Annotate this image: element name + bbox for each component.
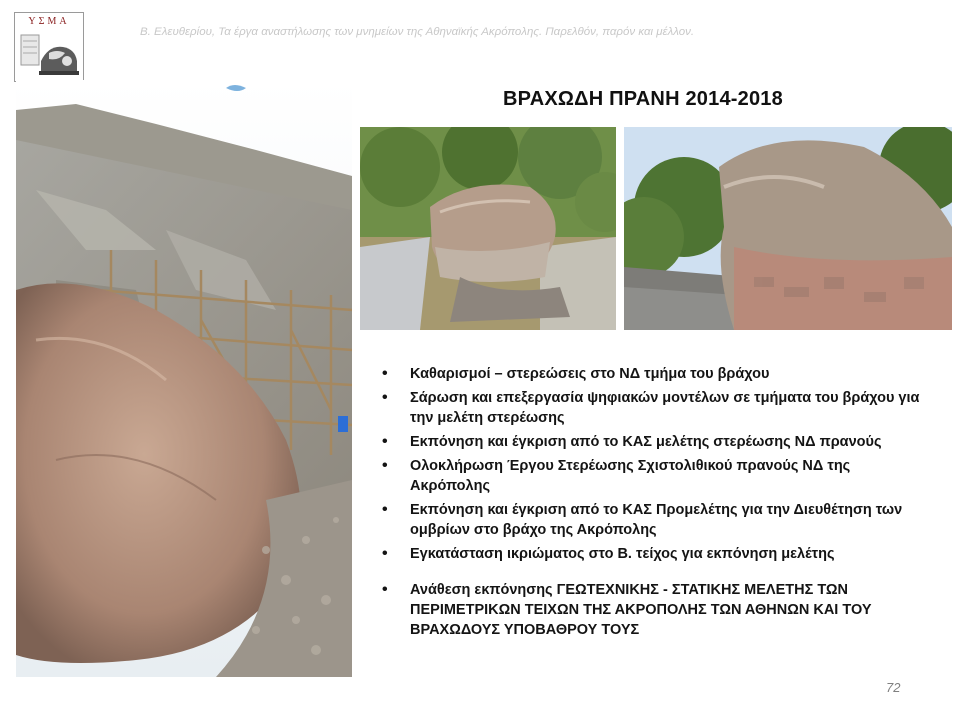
bullet-item: • Σάρωση και επεξεργασία ψηφιακών μοντέλων σε τμήματα του βράχου για την μελέτη στερέωσης xyxy=(380,388,920,428)
bullet-item: • Εγκατάσταση ικριώματος στο Β. τείχος για εκπόνηση μελέτης xyxy=(380,544,920,564)
slide-title: ΒΡΑΧΩΔΗ ΠΡΑΝΗ 2014-2018 xyxy=(503,88,783,110)
logo-emblem xyxy=(19,31,81,79)
page-number: 72 xyxy=(886,680,901,695)
bullet-list xyxy=(380,364,920,644)
bullet-item: • Ολοκλήρωση Έργου Στερέωσης Σχιστολιθικού πρανούς ΝΔ της Ακρόπολης xyxy=(380,456,920,496)
logo xyxy=(14,12,84,82)
bullet-item: • Εκπόνηση και έγκριση από το ΚΑΣ Προμελέτης για την Διευθέτηση των ομβρίων στο βράχο της Ακρόπολης xyxy=(380,500,920,540)
photo-boulder-trees xyxy=(360,127,616,330)
header-citation: Β. Ελευθερίου, Τα έργα αναστήλωσης των μνημείων της Αθηναϊκής Ακρόπολης. Παρελθόν, παρόν και μέλλον. xyxy=(140,26,695,38)
bullet-item: • Καθαρισμοί – στερεώσεις στο ΝΔ τμήμα του βράχου xyxy=(380,364,920,384)
bullet-item: • Ανάθεση εκπόνησης ΓΕΩΤΕΧΝΙΚΗΣ - ΣΤΑΤΙΚΗΣ ΜΕΛΕΤΗΣ ΤΩΝ ΠΕΡΙΜΕΤΡΙΚΩΝ ΤΕΙΧΩΝ ΤΗΣ ΑΚΡΟΠΟΛΗΣ ΤΩΝ ΑΘΗΝΩΝ ΚΑΙ ΤΟΥ ΒΡΑΧΩΔΟΥΣ ΥΠΟΒΑΘΡΟΥ ΤΟΥΣ xyxy=(380,580,920,640)
photo-rock-face-wall xyxy=(624,127,952,330)
bullet-item: • Εκπόνηση και έγκριση από το ΚΑΣ μελέτης στερέωσης ΝΔ πρανούς xyxy=(380,432,920,452)
logo-text: ΥΣΜΑ xyxy=(28,16,70,27)
photo-rock-slope-scaffolding xyxy=(16,80,352,677)
